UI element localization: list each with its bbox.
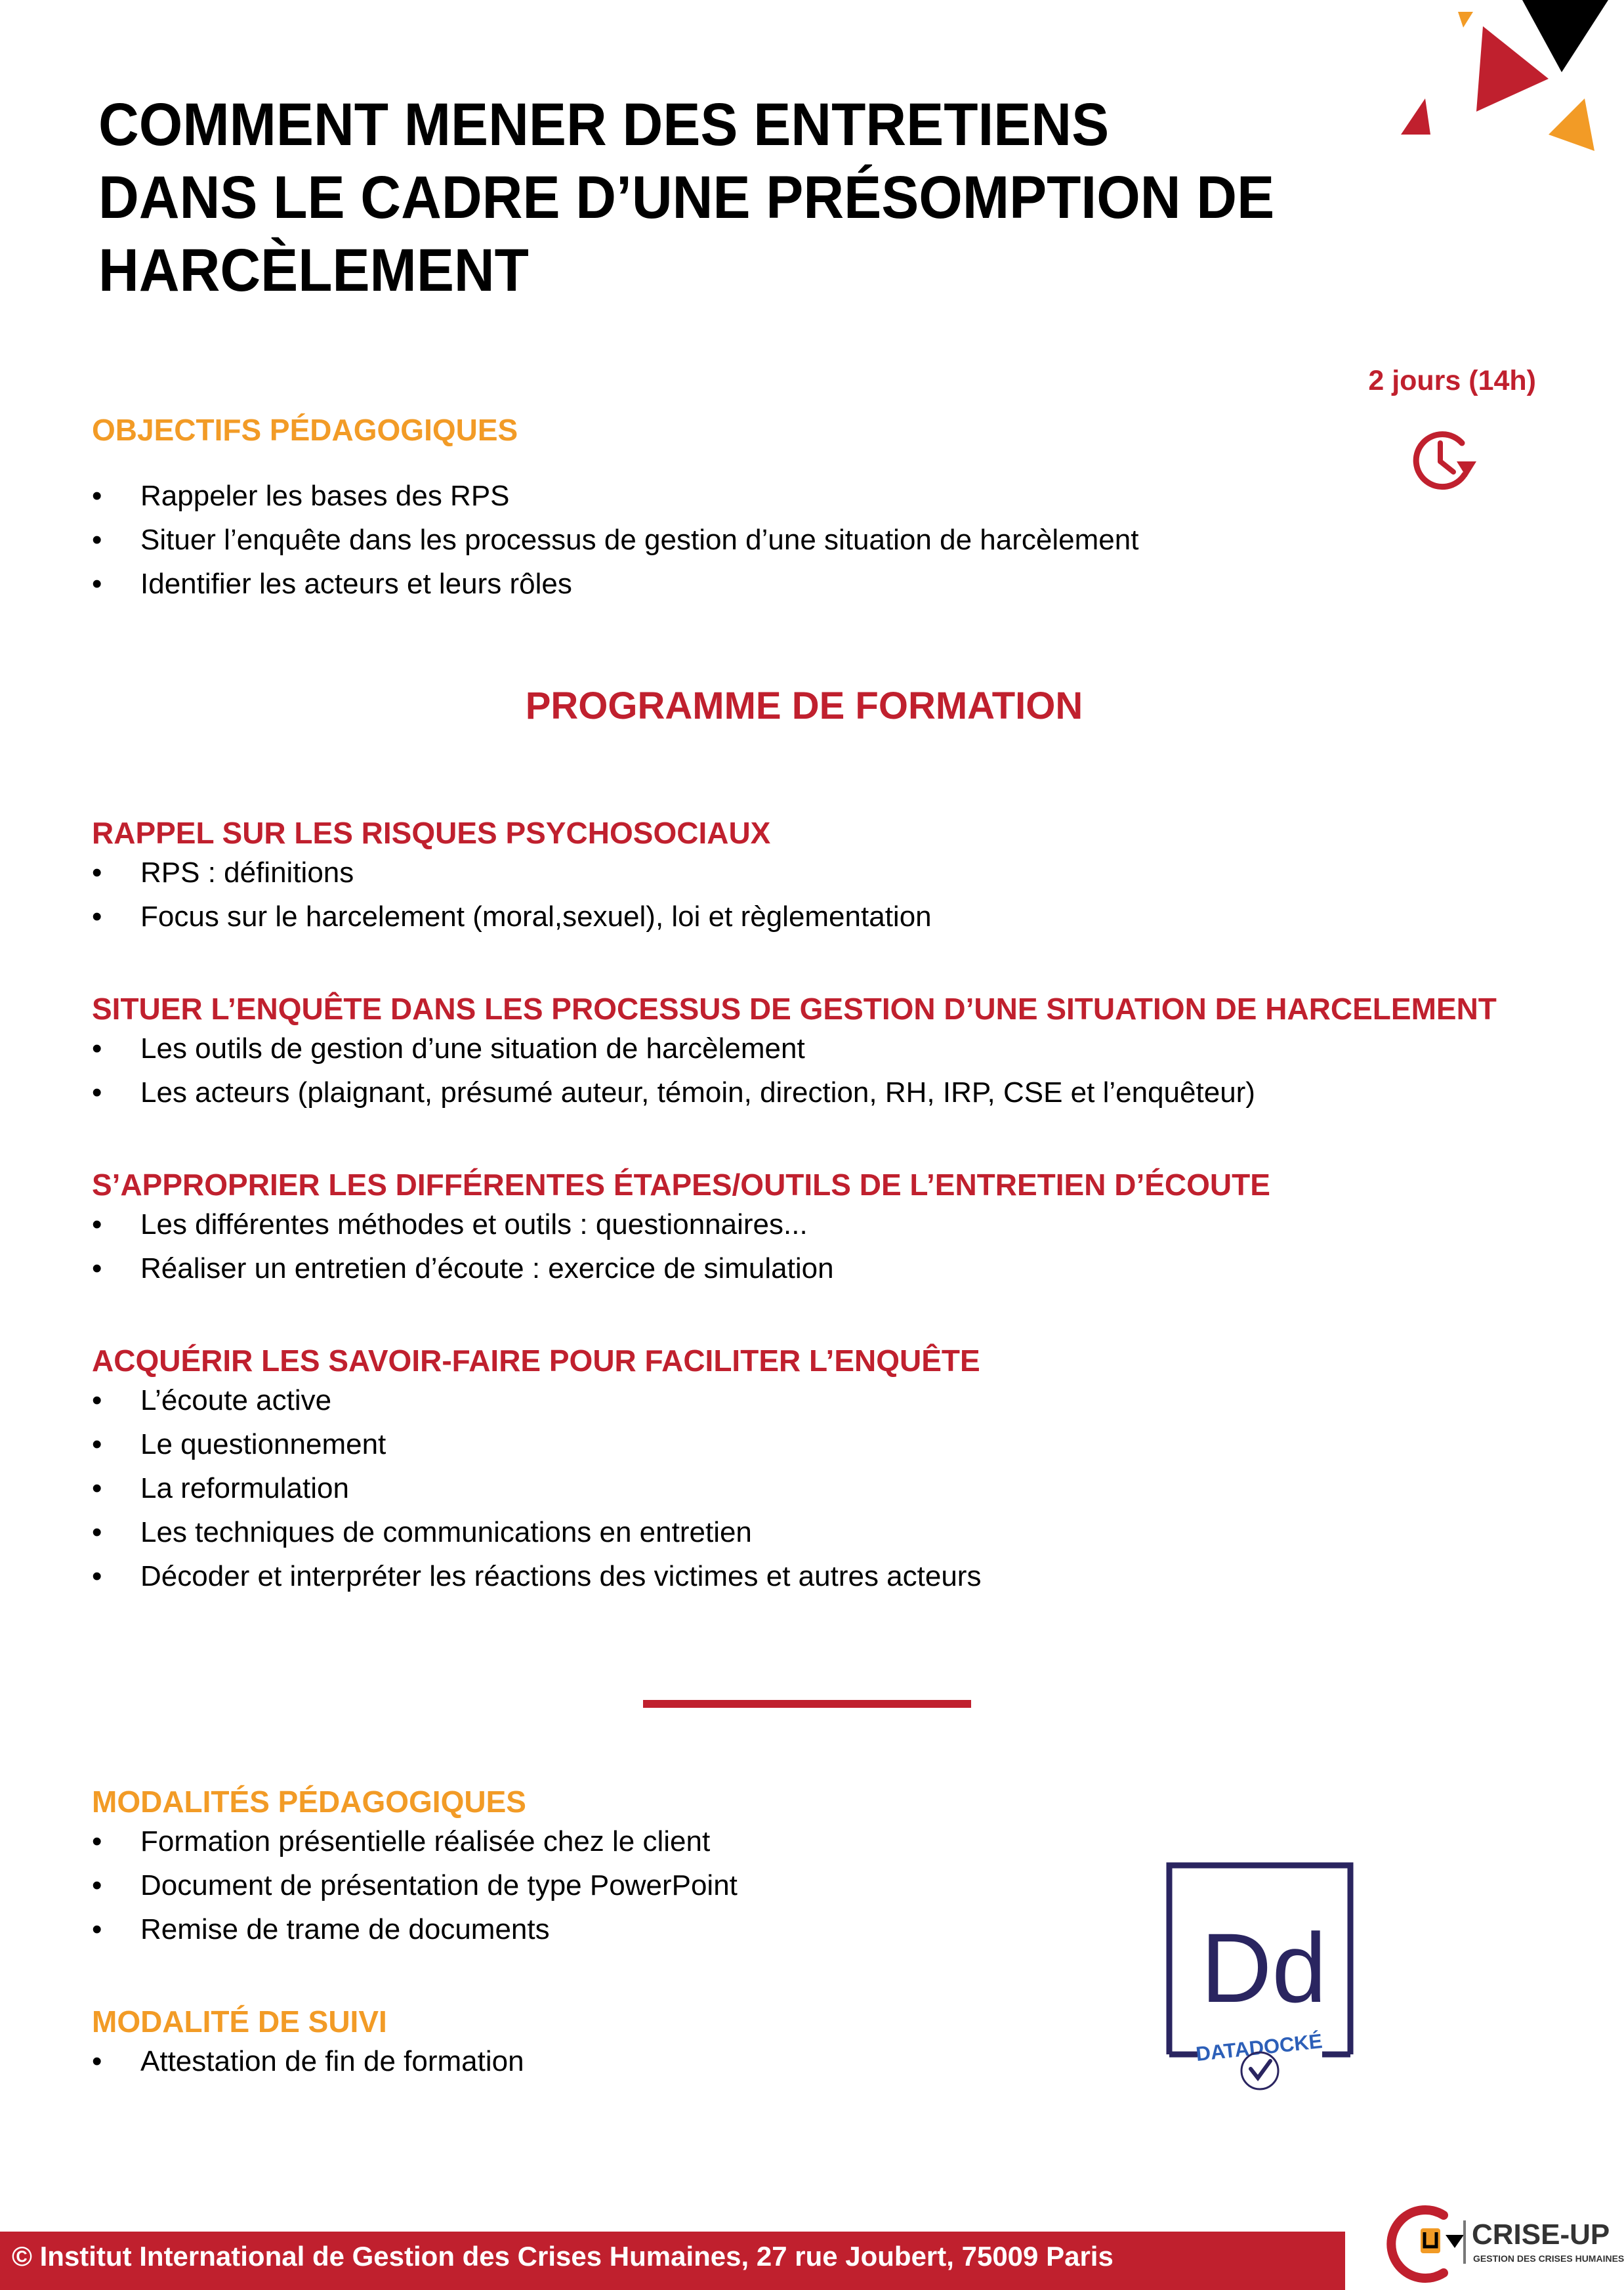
suivi-section <box>92 2004 524 2083</box>
list-item: • Formation présentielle réalisée chez le client <box>92 1819 738 1863</box>
section-heading: SITUER L’ENQUÊTE DANS LES PROCESSUS DE GESTION D’UNE SITUATION DE HARCELEMENT <box>92 992 1497 1026</box>
datadock-label: DATADOCKÉ <box>1194 2029 1323 2066</box>
bullet: • <box>92 857 102 889</box>
list-item: • Les outils de gestion d’une situation de harcèlement <box>92 1027 1497 1071</box>
list-item: • RPS : définitions <box>92 851 932 895</box>
clock-refresh-icon <box>1404 423 1483 496</box>
bullet: • <box>92 1428 102 1460</box>
list-item: • Document de présentation de type PowerPoint <box>92 1863 738 1907</box>
section-heading: RAPPEL SUR LES RISQUES PSYCHOSOCIAUX <box>92 816 771 850</box>
title-line-3: HARCÈLEMENT <box>98 237 529 304</box>
title-line-1: COMMENT MENER DES ENTRETIENS <box>98 91 1110 158</box>
brand-name: CRISE-UP <box>1472 2218 1610 2251</box>
bullet: • <box>92 1560 102 1592</box>
programme-section-1 <box>92 815 932 939</box>
list-item: • Les techniques de communications en entretien <box>92 1510 981 1554</box>
bullet: • <box>92 480 102 512</box>
bullet: • <box>92 1825 102 1857</box>
objectives-section <box>92 412 1138 606</box>
section-list <box>92 1378 981 1598</box>
crise-up-emblem-icon <box>1381 2195 1467 2290</box>
programme-section-2 <box>92 991 1497 1114</box>
list-item: • L’écoute active <box>92 1378 981 1422</box>
bullet: • <box>92 901 102 933</box>
list-item: • La reformulation <box>92 1466 981 1510</box>
objectives-heading: OBJECTIFS PÉDAGOGIQUES <box>92 413 518 447</box>
footer-text: © Institut International de Gestion des Crises Humaines, 27 rue Joubert, 75009 Paris <box>12 2241 1114 2272</box>
list-item: • Le questionnement <box>92 1422 981 1466</box>
objectives-list <box>92 474 1138 606</box>
triangle-red-small <box>1401 98 1430 135</box>
list-item: • Focus sur le harcelement (moral,sexuel), loi et règlementation <box>92 895 932 939</box>
section-list <box>92 1027 1497 1114</box>
page-title <box>98 89 1319 307</box>
bullet: • <box>92 524 102 556</box>
list-item: • Identifier les acteurs et leurs rôles <box>92 562 1138 606</box>
bullet: • <box>92 1472 102 1504</box>
section-heading: S’APPROPRIER LES DIFFÉRENTES ÉTAPES/OUTILS DE L’ENTRETIEN D’ÉCOUTE <box>92 1168 1270 1202</box>
brand-tagline: GESTION DES CRISES HUMAINES <box>1473 2253 1624 2264</box>
section-heading: ACQUÉRIR LES SAVOIR-FAIRE POUR FACILITER L’ENQUÊTE <box>92 1344 980 1378</box>
list-item: • Attestation de fin de formation <box>92 2039 524 2083</box>
triangle-black <box>1522 0 1608 72</box>
bullet: • <box>92 1032 102 1065</box>
bullet: • <box>92 568 102 600</box>
crise-up-logo <box>1381 2195 1624 2290</box>
list-item: • Les différentes méthodes et outils : questionnaires... <box>92 1202 1270 1246</box>
svg-text:Dd: Dd <box>1201 1913 1327 2023</box>
bullet: • <box>92 1913 102 1945</box>
list-item: • Remise de trame de documents <box>92 1907 738 1951</box>
modalites-list <box>92 1819 738 1951</box>
suivi-heading: MODALITÉ DE SUIVI <box>92 2004 387 2039</box>
bullet: • <box>92 1252 102 1284</box>
triangle-orange <box>1549 98 1594 151</box>
decorative-triangles <box>1365 0 1608 164</box>
list-item: • Les acteurs (plaignant, présumé auteur, témoin, direction, RH, IRP, CSE et l’enquêteur) <box>92 1071 1497 1114</box>
modalites-section <box>92 1784 738 1951</box>
triangle-orange-small <box>1458 12 1473 28</box>
section-list <box>92 851 932 939</box>
list-item: • Décoder et interpréter les réactions des victimes et autres acteurs <box>92 1554 981 1598</box>
bullet: • <box>92 2045 102 2077</box>
list-item: • Réaliser un entretien d’écoute : exercice de simulation <box>92 1246 1270 1290</box>
programme-section-3 <box>92 1167 1270 1290</box>
check-icon <box>1251 2061 1270 2078</box>
section-list <box>92 1202 1270 1290</box>
bullet: • <box>92 1208 102 1240</box>
triangle-red-large <box>1476 26 1549 112</box>
list-item: • Rappeler les bases des RPS <box>92 474 1138 518</box>
bullet: • <box>92 1076 102 1109</box>
suivi-list <box>92 2039 524 2083</box>
modalites-heading: MODALITÉS PÉDAGOGIQUES <box>92 1785 526 1819</box>
title-line-2: DANS LE CADRE D’UNE PRÉSOMPTION DE <box>98 164 1275 231</box>
section-divider <box>643 1700 971 1708</box>
bullet: • <box>92 1516 102 1548</box>
bullet: • <box>92 1384 102 1416</box>
programme-section-4 <box>92 1343 981 1598</box>
programme-title: PROGRAMME DE FORMATION <box>525 685 1083 727</box>
datadock-logo <box>1161 1857 1358 2094</box>
duration-label: 2 jours (14h) <box>1368 365 1536 396</box>
list-item: • Situer l’enquête dans les processus de gestion d’une situation de harcèlement <box>92 518 1138 562</box>
bullet: • <box>92 1869 102 1901</box>
